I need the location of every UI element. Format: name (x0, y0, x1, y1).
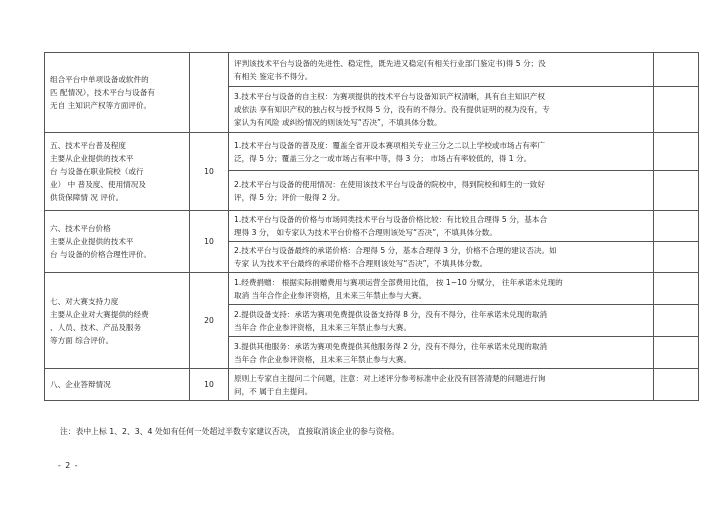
criterion-cell (45, 273, 190, 369)
item-text: 1.经费捐赠： 根据实际捐赠费用与赛项运营全部费用比值， 按 1~10 分赋分， 往年承诺未兑现的 取消 当年合作企业参评资格，且未来三年禁止参与大赛。 (234, 277, 563, 300)
item-cell (229, 369, 654, 401)
criterion-text: 七、对大赛支持力度 主要从企业对大赛提供的经费 、人员、技术、产品及服务 等方面 综合评价。 (50, 296, 149, 345)
score-cell (190, 273, 229, 369)
table-row (45, 133, 699, 171)
item-cell (229, 305, 654, 337)
score-value: 20 (204, 316, 214, 325)
blank-score-cell (654, 369, 699, 401)
criterion-text: 八、企业答辩情况 (50, 380, 111, 389)
item-text: 评判该技术平台与设备的先进性、稳定性，既先进又稳定(有相关行业部门鉴定书)得 5 分；没 有相关 鉴定书不得分。 (234, 58, 546, 81)
score-value: 10 (204, 167, 214, 176)
blank-score-cell (654, 133, 699, 171)
item-text: 2.技术平台与设备最终的承诺价格：合理得 5 分，基本合理得 3 分，价格不合理的建议否决。如 专家 认为技术平台最终的承诺价格不合理则该处写“否决”，不填具体分数。 (234, 246, 557, 268)
table-row (45, 53, 699, 87)
item-text: 3.提供其他服务：承诺为赛项免费提供其他服务得 2 分，没有不得分，往年承诺未兑现的取消 当年合 作企业参评资格，且未来三年禁止参与大赛。 (234, 341, 548, 364)
criterion-cell (45, 133, 190, 211)
page-number: - 2 - (58, 461, 79, 470)
item-cell (229, 273, 654, 305)
table-footnote: 注：表中上标 1、2、3、4 处如有任何一处超过半数专家建议否决， 直接取消该企业的参与资格。 (60, 427, 400, 436)
score-cell (190, 369, 229, 401)
item-cell (229, 211, 654, 242)
criterion-cell (45, 53, 190, 133)
blank-score-cell (654, 211, 699, 242)
table-row (45, 273, 699, 305)
item-cell (229, 171, 654, 211)
blank-score-cell (654, 305, 699, 337)
criterion-text: 组合平台中单项设备或软件的 匹 配情况），技术平台与设备有 无自 主知识产权等方面评价。 (50, 75, 155, 110)
item-text: 2.技术平台与设备的使用情况：在使用该技术平台与设备的院校中，得到院校和师生的一致好 评，得 5 分；评价一般得 2 分。 (234, 179, 545, 202)
score-cell (190, 53, 229, 133)
blank-score-cell (654, 87, 699, 133)
table-row (45, 369, 699, 401)
item-text: 1.技术平台与设备的价格与市场同类技术平台与设备价格比较：有比较且合理得 5 分，基本合 理得 3 分， 如专家认为技术平台价格不合理则该处写“否决”，不填具体分数。 (234, 215, 548, 237)
score-value: 10 (204, 237, 214, 246)
item-cell (229, 242, 654, 273)
score-cell (190, 211, 229, 273)
item-text: 2.提供设备支持：承诺为赛项免费提供设备支持得 8 分，没有不得分，往年承诺未兑现的取消 当年合 作企业参评资格，且未来三年禁止参与大赛。 (234, 309, 548, 332)
score-value: 10 (204, 380, 214, 389)
item-cell (229, 53, 654, 87)
item-text: 3.技术平台与设备的自主权：为赛项提供的技术平台与设备知识产权清晰，具有自主知识产权 或依法 享有知识产权的独占权与授予权得 5 分，没有的不得分。没有提供证明的视为没有，专 家认为有风险 或纠纷情况的则该处写“否决”，不填具体分数。 (234, 92, 550, 127)
blank-score-cell (654, 242, 699, 273)
blank-score-cell (654, 53, 699, 87)
score-cell (190, 133, 229, 211)
item-text: 1.技术平台与设备的普及度：覆盖全省开设本赛项相关专业三分之二以上学校或市场占有率广 泛，得 5 分；覆盖三分之一或市场占有率中等，得 3 分； 市场占有率较低的，得 1 分。 (234, 140, 545, 163)
criterion-text: 六、技术平台价格 主要从企业提供的技术平 台 与设备的价格合理性评价。 (50, 224, 152, 259)
item-cell (229, 133, 654, 171)
item-text: 原则上专家自主提问二个问题，注意：对上述评分参考标准中企业没有回答清楚的问题进行询 问，不 属于自主提问。 (234, 373, 546, 396)
blank-score-cell (654, 171, 699, 211)
item-cell (229, 337, 654, 369)
criterion-text: 五、技术平台普及程度 主要从企业提供的技术平 台 与设备在职业院校（或行 业） 中 普及度、使用情况及 供货保障情 况 评价。 (50, 141, 146, 202)
scoring-table (44, 52, 699, 401)
blank-score-cell (654, 273, 699, 305)
item-cell (229, 87, 654, 133)
blank-score-cell (654, 337, 699, 369)
table-row (45, 211, 699, 242)
criterion-cell (45, 369, 190, 401)
criterion-cell (45, 211, 190, 273)
